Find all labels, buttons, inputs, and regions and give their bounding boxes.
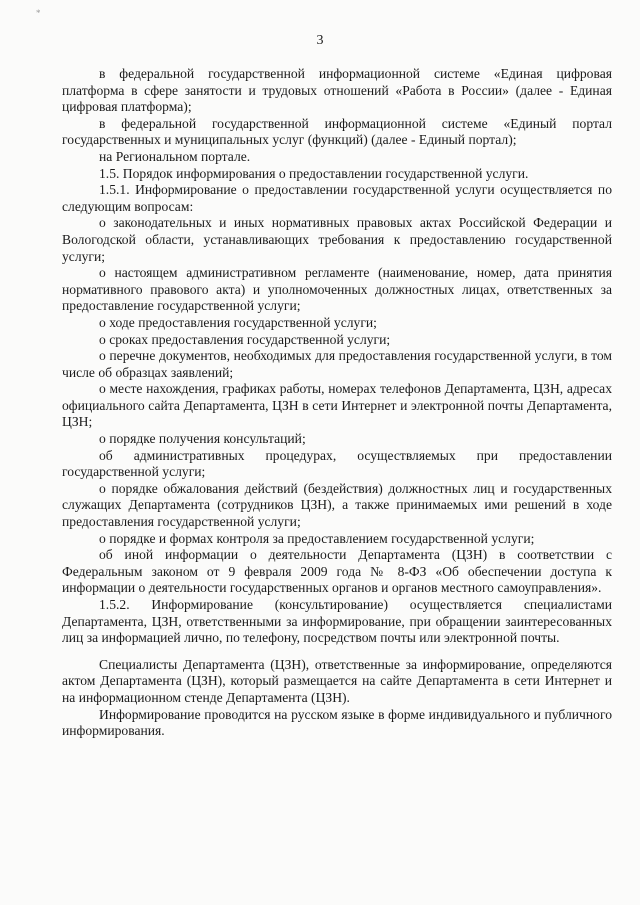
paragraph-2: в федеральной государственной информационной системе «Единый портал государственных и муниципальных услуг (функций) (далее - Единый портал); (62, 115, 612, 148)
paragraph-11: о месте нахождения, графиках работы, номерах телефонов Департамента, ЦЗН, адресах официального сайта Департамента, ЦЗН в сети Интернет и электронной почты Департамента, ЦЗН; (62, 381, 612, 430)
paragraph-19: Информирование проводится на русском языке в форме индивидуального и публичного информирования. (62, 706, 612, 739)
paragraph-15: о порядке и формах контроля за предоставлением государственной услуги; (99, 530, 535, 546)
paragraph-6: о законодательных и иных нормативных правовых актах Российской Федерации и Вологодской области, устанавливающих требования к предоставлению государственной услуги; (62, 215, 612, 264)
paragraph-7: о настоящем административном регламенте (наименование, номер, дата принятия нормативного правового акта) и уполномоченных должностных лицах, ответственных за предоставление государственной услуги; (62, 265, 612, 314)
paragraph-3: на Региональном портале. (99, 148, 251, 164)
page-number: 3 (316, 33, 324, 48)
paragraph-5: 1.5.1. Информирование о предоставлении государственной услуги осуществляется по следующим вопросам: (62, 182, 612, 214)
paragraph-8: о ходе предоставления государственной услуги; (99, 314, 377, 330)
paragraph-16: об иной информации о деятельности Департамента (ЦЗН) в соответствии с Федеральным законом от 9 февраля 2009 года № 8-ФЗ «Об обеспечении доступа к информации о деятельности государственных органов и органов местного самоуправления». (62, 547, 612, 596)
paragraph-12: о порядке получения консультаций; (99, 431, 306, 447)
paragraph-18: Специалисты Департамента (ЦЗН), ответственные за информирование, определяются актом Департамента (ЦЗН), который размещается на сайте Департамента в сети Интернет и на информационном стенде Департамента (ЦЗН). (62, 656, 612, 705)
paragraph-10: о перечне документов, необходимых для предоставления государственной услуги, в том числе об образцах заявлений; (62, 348, 612, 380)
paragraph-17: 1.5.2. Информирование (консультирование) осуществляется специалистами Департамента, ЦЗН, ответственными за информирование, при обращении заинтересованных лиц за информацией лично, по телефону, посредством почты или электронной почты. (62, 597, 612, 646)
paragraph-14: о порядке обжалования действий (бездействия) должностных лиц и государственных служащих Департамента (сотрудников ЦЗН), а также принимаемых ими решений в ходе предоставления государственной услуги; (62, 480, 612, 530)
paragraph-13: об административных процедурах, осуществляемых при предоставлении государственной услуги; (62, 447, 612, 480)
scan-mark: * (36, 8, 41, 18)
paragraph-9: о сроках предоставления государственной услуги; (99, 331, 391, 347)
paragraph-4: 1.5. Порядок информирования о предоставлении государственной услуги. (99, 165, 529, 181)
document-body (62, 66, 612, 740)
paragraph-1: в федеральной государственной информационной системе «Единая цифровая платформа в сфере занятости и трудовых отношений «Работа в России» (далее - Единая цифровая платформа); (62, 66, 612, 115)
